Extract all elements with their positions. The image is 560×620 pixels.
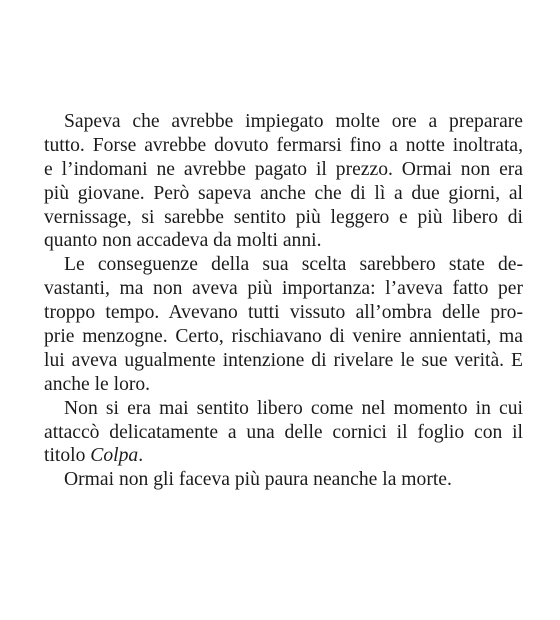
text-fragment: . (138, 445, 144, 467)
body-text (44, 110, 523, 492)
text-line: quanto non accadeva da molti anni. (44, 230, 322, 252)
text-line: Le conseguenze della sua scelta sarebbero state de- (64, 254, 523, 276)
text-line: lui aveva ugualmente intenzione di rivelare le sue verità. E (44, 349, 523, 371)
book-title-italic: Colpa (90, 445, 139, 467)
text-line: troppo tempo. Avevano tutti vissuto all’ombra delle pro- (44, 302, 523, 324)
text-line: prie menzogne. Certo, rischiavano di venire annientati, ma (44, 326, 523, 348)
text-line: tutto. Forse avrebbe dovuto fermarsi fino a notte inoltrata, (44, 134, 523, 156)
text-line: più giovane. Però sapeva anche che di lì a due giorni, al (44, 182, 523, 204)
text-fragment: titolo (44, 445, 91, 467)
text-line (44, 444, 523, 468)
text-line: Non si era mai sentito libero come nel momento in cui (64, 397, 523, 419)
text-line: Sapeva che avrebbe impiegato molte ore a preparare (64, 111, 523, 132)
text-line: vernissage, si sarebbe sentito più leggero e più libero di (44, 206, 523, 228)
text-line: anche le loro. (44, 373, 151, 395)
text-line: attaccò delicatamente a una delle cornici il foglio con il (44, 421, 523, 443)
text-line: e l’indomani ne avrebbe pagato il prezzo. Ormai non era (44, 158, 523, 180)
text-line: vastanti, ma non aveva più importanza: l’aveva fatto per (44, 278, 523, 300)
text-line: Ormai non gli faceva più paura neanche la morte. (64, 469, 452, 491)
